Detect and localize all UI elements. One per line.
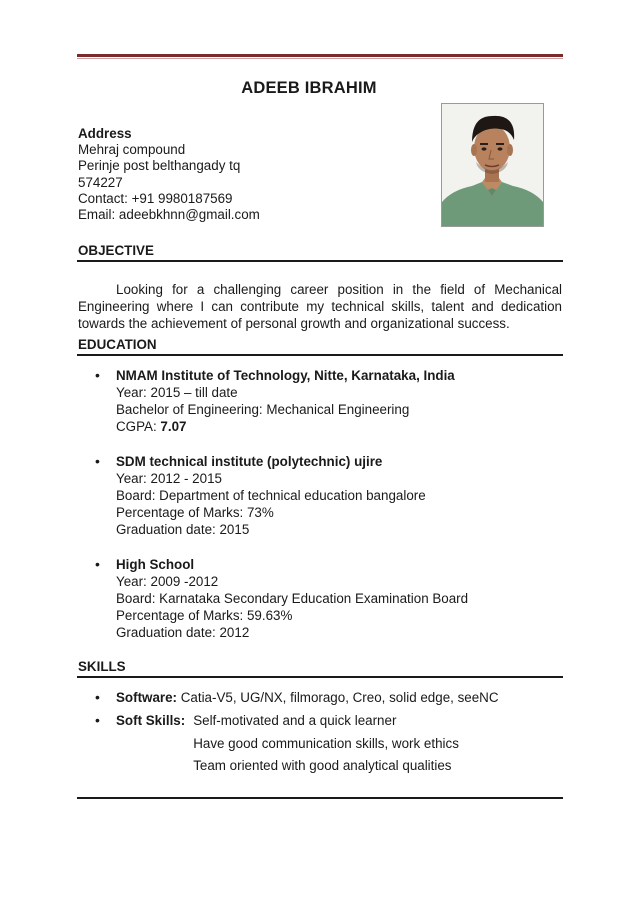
skill-label: Soft Skills: [116, 713, 186, 728]
skill-soft-value: Self-motivated and a quick learner [193, 713, 397, 728]
skill-soft-value: Have good communication skills, work ethics [193, 736, 459, 751]
skill-soft-label-line [78, 712, 185, 729]
bullet: • [95, 689, 100, 705]
education-line: Percentage of Marks: 73% [116, 505, 274, 520]
institution-name: NMAM Institute of Technology, Nitte, Karnataka, India [116, 368, 455, 383]
education-line: Board: Department of technical education bangalore [116, 488, 426, 503]
objective-rule [77, 260, 563, 262]
address-label: Address [78, 126, 132, 141]
skills-rule [77, 676, 563, 678]
education-line: Year: 2009 -2012 [116, 574, 219, 589]
header-rule-thin [77, 58, 563, 59]
education-line: Bachelor of Engineering: Mechanical Engineering [116, 402, 410, 417]
footer-rule [77, 797, 563, 799]
cgpa-line [78, 418, 455, 435]
education-line: Graduation date: 2015 [116, 522, 250, 537]
education-line: Year: 2015 – till date [116, 385, 238, 400]
objective-heading: OBJECTIVE [78, 243, 154, 258]
education-line: Graduation date: 2012 [116, 625, 250, 640]
cgpa-value: 7.07 [160, 419, 187, 434]
bullet: • [95, 367, 100, 383]
header-rule-thick [77, 54, 563, 57]
skill-software-line [78, 689, 499, 706]
bullet: • [95, 556, 100, 572]
bullet: • [95, 453, 100, 469]
education-line: Year: 2012 - 2015 [116, 471, 222, 486]
skill-value: Catia-V5, UG/NX, filmorago, Creo, solid edge, seeNC [177, 690, 499, 705]
skills-heading: SKILLS [78, 659, 126, 674]
education-entry-body [78, 556, 468, 641]
profile-photo [441, 103, 544, 227]
cgpa-label: CGPA: [116, 419, 161, 434]
bullet: • [95, 712, 100, 728]
education-entry-body [78, 453, 426, 538]
contact-email: Email: adeebkhnn@gmail.com [78, 207, 260, 223]
education-rule [77, 354, 563, 356]
education-entry-body [78, 367, 455, 435]
objective-text: Looking for a challenging career position in the field of Mechanical Engineering where I can contribute my technical skills, talent and dedication towards the achievement of personal growth and organizational success. [78, 282, 562, 331]
education-line: Percentage of Marks: 59.63% [116, 608, 293, 623]
address-line: Mehraj compound [78, 142, 186, 158]
institution-name: SDM technical institute (polytechnic) ujire [116, 454, 383, 469]
candidate-name: ADEEB IBRAHIM [241, 79, 377, 97]
address-line: Perinje post belthangady tq [78, 158, 241, 174]
skill-label: Software: [116, 690, 178, 705]
skill-soft-value: Team oriented with good analytical qualities [193, 758, 452, 773]
address-line: 574227 [78, 174, 123, 190]
profile-photo-graphic [442, 104, 543, 226]
education-heading: EDUCATION [78, 337, 157, 352]
contact-phone: Contact: +91 9980187569 [78, 190, 233, 206]
institution-name: High School [116, 557, 195, 572]
contact-block [78, 126, 260, 223]
education-line: Board: Karnataka Secondary Education Examination Board [116, 591, 469, 606]
